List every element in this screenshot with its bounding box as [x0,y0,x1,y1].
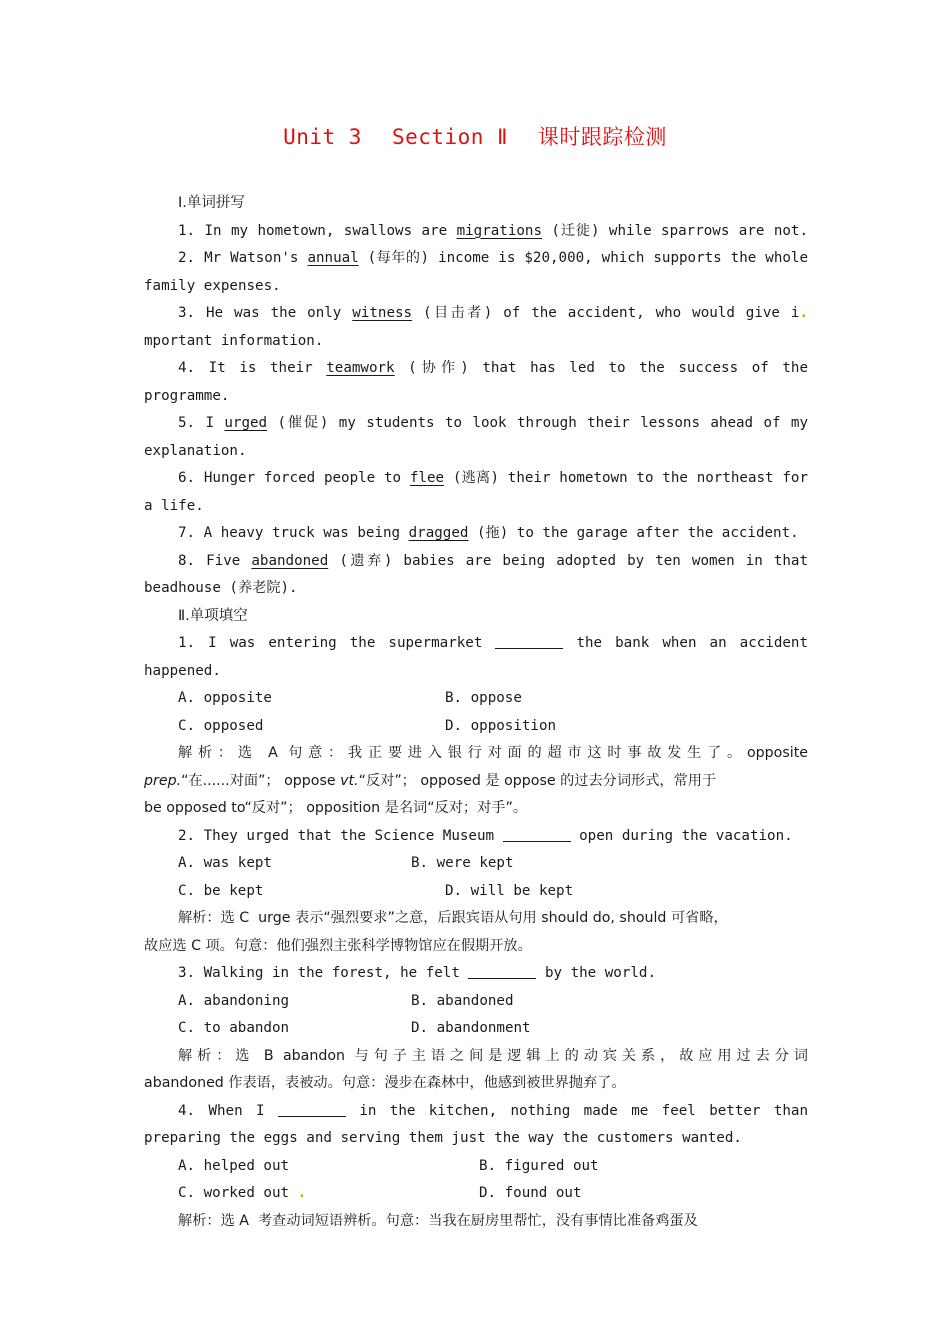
part2-heading: Ⅱ.单项填空 [178,607,248,624]
answer-2: annual [307,250,359,266]
q1-explanation-3: be opposed to“反对”； opposition 是名词“反对；对手”。 [144,800,528,816]
q1-option-c: C. opposed [178,717,264,734]
spelling-item-1: 1. In my hometown, swallows are migrations (迁徙) while sparrows are not. [178,222,808,239]
q2-explanation-1: 解析：选 C urge 表示“强烈要求”之意，后跟宾语从句用 should do, should 可省略， [178,910,728,926]
blank-4 [278,1100,346,1117]
q1-option-a: A. opposite [178,690,272,706]
q1-explanation-1: 解析：选 A 句意：我正要进入银行对面的超市这时事故发生了。opposite [178,745,808,761]
spelling-item-5-cont: explanation. [144,442,247,459]
question-4-cont: preparing the eggs and serving them just the way the customers wanted. [144,1130,742,1146]
q4-option-c: C. worked out . [178,1185,307,1201]
q4-option-d: D. found out [479,1185,582,1201]
q2-option-b: B. were kept [411,855,514,871]
q1-option-d: D. opposition [445,717,557,734]
answer-4: teamwork [326,360,395,376]
mark-dot: . [799,305,808,321]
title-cn: 课时跟踪检测 [537,125,667,149]
blank-2 [503,825,571,842]
answer-7: dragged [408,525,469,541]
title-section: Section Ⅱ [391,125,508,149]
q2-option-d: D. will be kept [445,882,574,899]
q4-option-a: A. helped out [178,1157,290,1174]
question-2: 2. They urged that the Science Museum open during the vacation. [144,823,808,851]
answer-5: urged [224,415,268,431]
q3-explanation-2: abandoned 作表语，表被动。句意：漫步在森林中，他感到被世界抛弃了。 [144,1075,626,1091]
spelling-item-3: 3. He was the only witness (目击者) of the accident, who would give i. [178,305,808,321]
mark-dot-2: . [297,1185,307,1201]
spelling-item-2-cont: family expenses. [144,277,281,294]
spelling-item-5: 5. I urged (催促) my students to look through their lessons ahead of my [178,415,808,431]
q3-option-d: D. abandonment [411,1020,531,1036]
answer-6: flee [409,470,445,486]
spelling-item-3-cont: mportant information. [144,332,324,349]
blank-3 [468,962,536,979]
q1-explanation-2: prep.“在......对面”； oppose vt.“反对”； opposed 是 oppose 的过去分词形式，常用于 [144,772,717,789]
part1-heading: Ⅰ.单词拼写 [178,195,245,211]
q3-option-c: C. to abandon [178,1020,290,1036]
q1-option-b: B. oppose [445,690,522,706]
q3-options-row2 [144,1015,808,1043]
q4-explanation-1: 解析：选 A 考查动词短语辨析。句意：当我在厨房里帮忙，没有事情比准备鸡蛋及 [178,1212,698,1229]
page-title [0,121,950,151]
spelling-item-6-cont: a life. [144,497,204,514]
answer-8: abandoned [251,552,329,569]
spelling-item-4: 4. It is their teamwork (协作) that has led to the success of the [178,360,808,376]
answer-1: migrations [456,222,542,239]
spelling-item-6: 6. Hunger forced people to flee (逃离) their hometown to the northeast for [178,470,808,486]
spelling-item-8: 8. Five abandoned (遗弃) babies are being adopted by ten women in that [178,552,808,569]
q3-option-b: B. abandoned [411,992,514,1009]
answer-3: witness [352,305,413,321]
q2-option-c: C. be kept [178,882,264,899]
q4-option-b: B. figured out [479,1157,599,1174]
q1-options-row1 [144,685,808,713]
q2-options-row1 [144,850,808,878]
q2-option-a: A. was kept [178,855,272,871]
q3-options-row1 [144,988,808,1016]
q3-option-a: A. abandoning [178,992,290,1009]
question-1-cont: happened. [144,662,221,679]
q4-options-row1 [144,1153,808,1181]
q4-options-row2 [144,1180,808,1208]
q1-options-row2 [144,713,808,741]
title-unit: Unit 3 [283,125,362,149]
q2-options-row2 [144,878,808,906]
q3-explanation-1: 解析：选 B abandon 与句子主语之间是逻辑上的动宾关系，故应用过去分词 [178,1047,808,1064]
question-3: 3. Walking in the forest, he felt by the world. [144,960,808,988]
spelling-item-4-cont: programme. [144,387,230,404]
question-1: 1. I was entering the supermarket the bank when an accident [144,630,808,658]
question-4: 4. When I in the kitchen, nothing made me feel better than [144,1098,808,1126]
q2-explanation-2: 故应选 C 项。句意：他们强烈主张科学博物馆应在假期开放。 [144,937,532,954]
worksheet-body [144,190,808,1235]
spelling-item-8-cont: beadhouse (养老院). [144,580,298,596]
spelling-item-2: 2. Mr Watson's annual (每年的) income is $20,000, which supports the whole [178,250,808,266]
blank-1 [495,632,563,649]
spelling-item-7: 7. A heavy truck was being dragged (拖) to the garage after the accident. [178,525,799,541]
